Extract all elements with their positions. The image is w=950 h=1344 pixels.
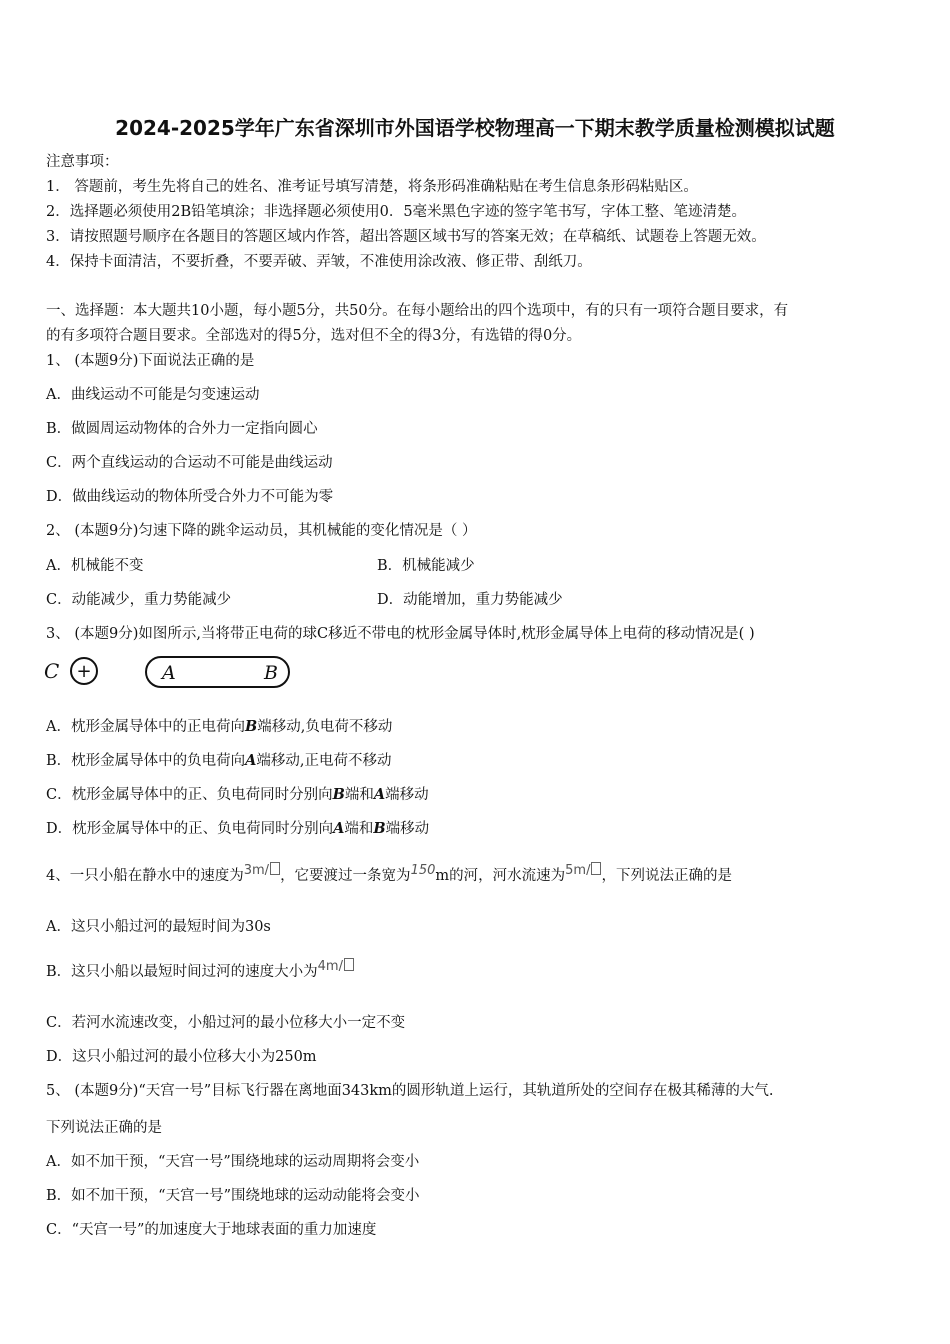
stem-text: ，它要渡过一条宽为 (280, 868, 411, 884)
question-4-option-b (46, 959, 354, 982)
question-2-option-c: C．动能减少，重力势能减少 (46, 592, 232, 608)
section-intro: 一、选择题：本大题共10小题，每小题5分，共50分。在每小题给出的四个选项中，有的只有一项符合题目要求，有 (46, 303, 789, 319)
unit-formula: 4m/ (318, 959, 354, 974)
option-text: 端和 (344, 821, 374, 837)
question-3-option-a (46, 718, 392, 736)
unit-formula: 150 (410, 863, 436, 878)
notice-heading: 注意事项： (46, 154, 119, 170)
option-text: D．枕形金属导体中的正、负电荷同时分别向 (46, 821, 334, 837)
option-text: A．枕形金属导体中的正电荷向 (46, 719, 245, 735)
option-text: C．枕形金属导体中的正、负电荷同时分别向 (46, 787, 333, 803)
stem-text: 4、一只小船在静水中的速度为 (46, 868, 244, 884)
question-1-option-b: B．做圆周运动物体的合外力一定指向圆心 (46, 421, 318, 437)
option-var: A (245, 752, 257, 769)
option-text: 端移动,负电荷不移动 (257, 719, 393, 735)
notice-item: 1． 答题前，考生先将自己的姓名、准考证号填写清楚，将条形码准确粘贴在考生信息条形码粘贴区。 (46, 179, 698, 195)
question-5-option-b: B．如不加干预，“天宫一号”围绕地球的运动动能将会变小 (46, 1188, 420, 1204)
option-var: A (333, 820, 345, 837)
question-2-option-a: A．机械能不变 (46, 558, 144, 574)
question-2-option-b: B．机械能减少 (377, 558, 475, 574)
question-3-stem: 3、 (本题9分)如图所示,当将带正电荷的球C移近不带电的枕形金属导体时,枕形金属导体上电荷的移动情况是( ) (46, 626, 755, 642)
question-3-option-b (46, 752, 392, 770)
question-1-option-d: D．做曲线运动的物体所受合外力不可能为零 (46, 489, 334, 505)
option-var: B (244, 718, 258, 735)
question-4-option-c: C．若河水流速改变，小船过河的最小位移大小一定不变 (46, 1015, 406, 1031)
notice-item: 3．请按照题号顺序在各题目的答题区域内作答，超出答题区域书写的答案无效；在草稿纸、试题卷上答题无效。 (46, 229, 766, 245)
option-text: 端移动 (385, 787, 429, 803)
question-2-option-d: D．动能增加，重力势能减少 (377, 592, 563, 608)
stem-text: ，下列说法正确的是 (601, 868, 732, 884)
stem-text: m的河，河水流速为 (435, 868, 566, 884)
notice-item: 4．保持卡面清洁，不要折叠，不要弄破、弄皱，不准使用涂改液、修正带、刮纸刀。 (46, 254, 592, 270)
question-5-option-c: C．“天宫一号”的加速度大于地球表面的重力加速度 (46, 1222, 377, 1238)
option-text: 端移动 (385, 821, 430, 837)
option-text: B．这只小船以最短时间过河的速度大小为 (46, 964, 318, 980)
question-3-option-d (46, 820, 429, 838)
question-5-stem-cont: 下列说法正确的是 (46, 1120, 162, 1136)
option-var: A (373, 786, 386, 803)
question-3-option-c (46, 786, 429, 804)
page-title: 2024-2025学年广东省深圳市外国语学校物理高一下期末教学质量检测模拟试题 (115, 116, 835, 140)
end-b-label: B (264, 662, 278, 684)
question-5-option-a: A．如不加干预，“天宫一号”围绕地球的运动周期将会变小 (46, 1154, 420, 1170)
option-text: 端和 (344, 787, 374, 803)
question-5-stem: 5、 (本题9分)“天宫一号”目标飞行器在离地面343km的圆形轨道上运行，其轨道所处的空间存在极其稀薄的大气. (46, 1083, 774, 1099)
question-4-option-a: A．这只小船过河的最短时间为30s (46, 919, 271, 935)
unit-formula: 5m/ (565, 863, 601, 878)
option-var: B (373, 820, 386, 837)
question-1-stem: 1、 (本题9分)下面说法正确的是 (46, 353, 255, 369)
question-1-option-c: C．两个直线运动的合运动不可能是曲线运动 (46, 455, 333, 471)
question-1-option-a: A．曲线运动不可能是匀变速运动 (46, 387, 260, 403)
question-4-option-d: D．这只小船过河的最小位移大小为250m (46, 1049, 317, 1065)
plus-sign: + (76, 661, 92, 682)
unit-formula: 3m/ (244, 863, 280, 878)
charge-conductor-figure (44, 654, 304, 694)
question-4-stem (46, 863, 732, 886)
question-2-stem: 2、 (本题9分)匀速下降的跳伞运动员，其机械能的变化情况是（ ） (46, 523, 477, 539)
option-var: B (332, 786, 345, 803)
section-intro: 的有多项符合题目要求。全部选对的得5分，选对但不全的得3分，有选错的得0分。 (46, 328, 582, 344)
ball-c-label: C (44, 659, 60, 683)
option-text: B．枕形金属导体中的负电荷向 (46, 753, 246, 769)
notice-item: 2．选择题必须使用2B铅笔填涂；非选择题必须使用0．5毫米黑色字迹的签字笔书写，字体工整、笔迹清楚。 (46, 204, 747, 220)
option-text: 端移动,正电荷不移动 (256, 753, 392, 769)
end-a-label: A (162, 662, 176, 684)
